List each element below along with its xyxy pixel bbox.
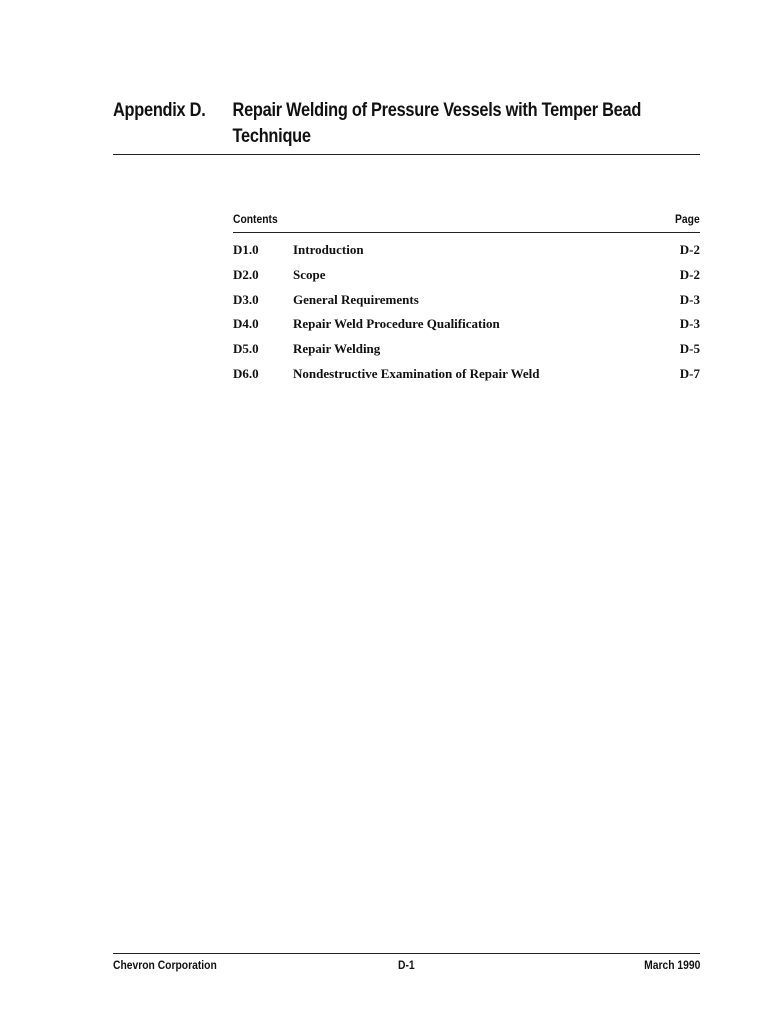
table-of-contents xyxy=(233,241,700,390)
toc-header-divider xyxy=(233,232,700,233)
footer-divider xyxy=(113,953,700,954)
toc-entry-number: D1.0 xyxy=(233,242,259,257)
toc-entry-page: D-3 xyxy=(679,316,700,332)
toc-entry[interactable] xyxy=(233,340,700,365)
toc-entry-title[interactable]: Repair Welding xyxy=(293,341,381,357)
toc-entry-page: D-7 xyxy=(679,365,700,381)
toc-entry-title[interactable]: General Requirements xyxy=(293,291,419,307)
footer-date: March 1990 xyxy=(643,958,700,972)
toc-entry-number: D4.0 xyxy=(233,316,259,332)
heading-divider xyxy=(113,154,700,155)
toc-page-label: Page xyxy=(675,212,700,226)
toc-entry[interactable] xyxy=(233,241,700,266)
footer-page-number: D-1 xyxy=(398,958,415,972)
toc-entry-number: D2.0 xyxy=(233,266,259,282)
toc-entry-number: D6.0 xyxy=(233,365,259,381)
toc-entry-number: D3.0 xyxy=(233,291,259,307)
toc-entry-number: D5.0 xyxy=(233,341,259,357)
toc-entry-title[interactable]: Introduction xyxy=(293,242,364,257)
toc-entry-page: D-5 xyxy=(679,341,700,357)
toc-contents-label: Contents xyxy=(233,212,278,226)
toc-entry[interactable] xyxy=(233,266,700,291)
toc-entry[interactable] xyxy=(233,291,700,316)
toc-entry-title[interactable]: Nondestructive Examination of Repair Weld xyxy=(293,365,540,381)
toc-entry-title[interactable]: Repair Weld Procedure Qualification xyxy=(293,316,500,332)
toc-entry-page: D-2 xyxy=(679,242,700,257)
toc-entry-page: D-2 xyxy=(679,266,700,282)
toc-entry[interactable] xyxy=(233,315,700,340)
footer-company: Chevron Corporation xyxy=(113,958,217,972)
toc-entry-page: D-3 xyxy=(679,291,700,307)
appendix-label: Appendix D. xyxy=(113,100,206,121)
toc-entry[interactable] xyxy=(233,365,700,390)
appendix-title: Repair Welding of Pressure Vessels with Temper Bead Technique xyxy=(232,100,642,147)
toc-entry-title[interactable]: Scope xyxy=(293,266,326,282)
